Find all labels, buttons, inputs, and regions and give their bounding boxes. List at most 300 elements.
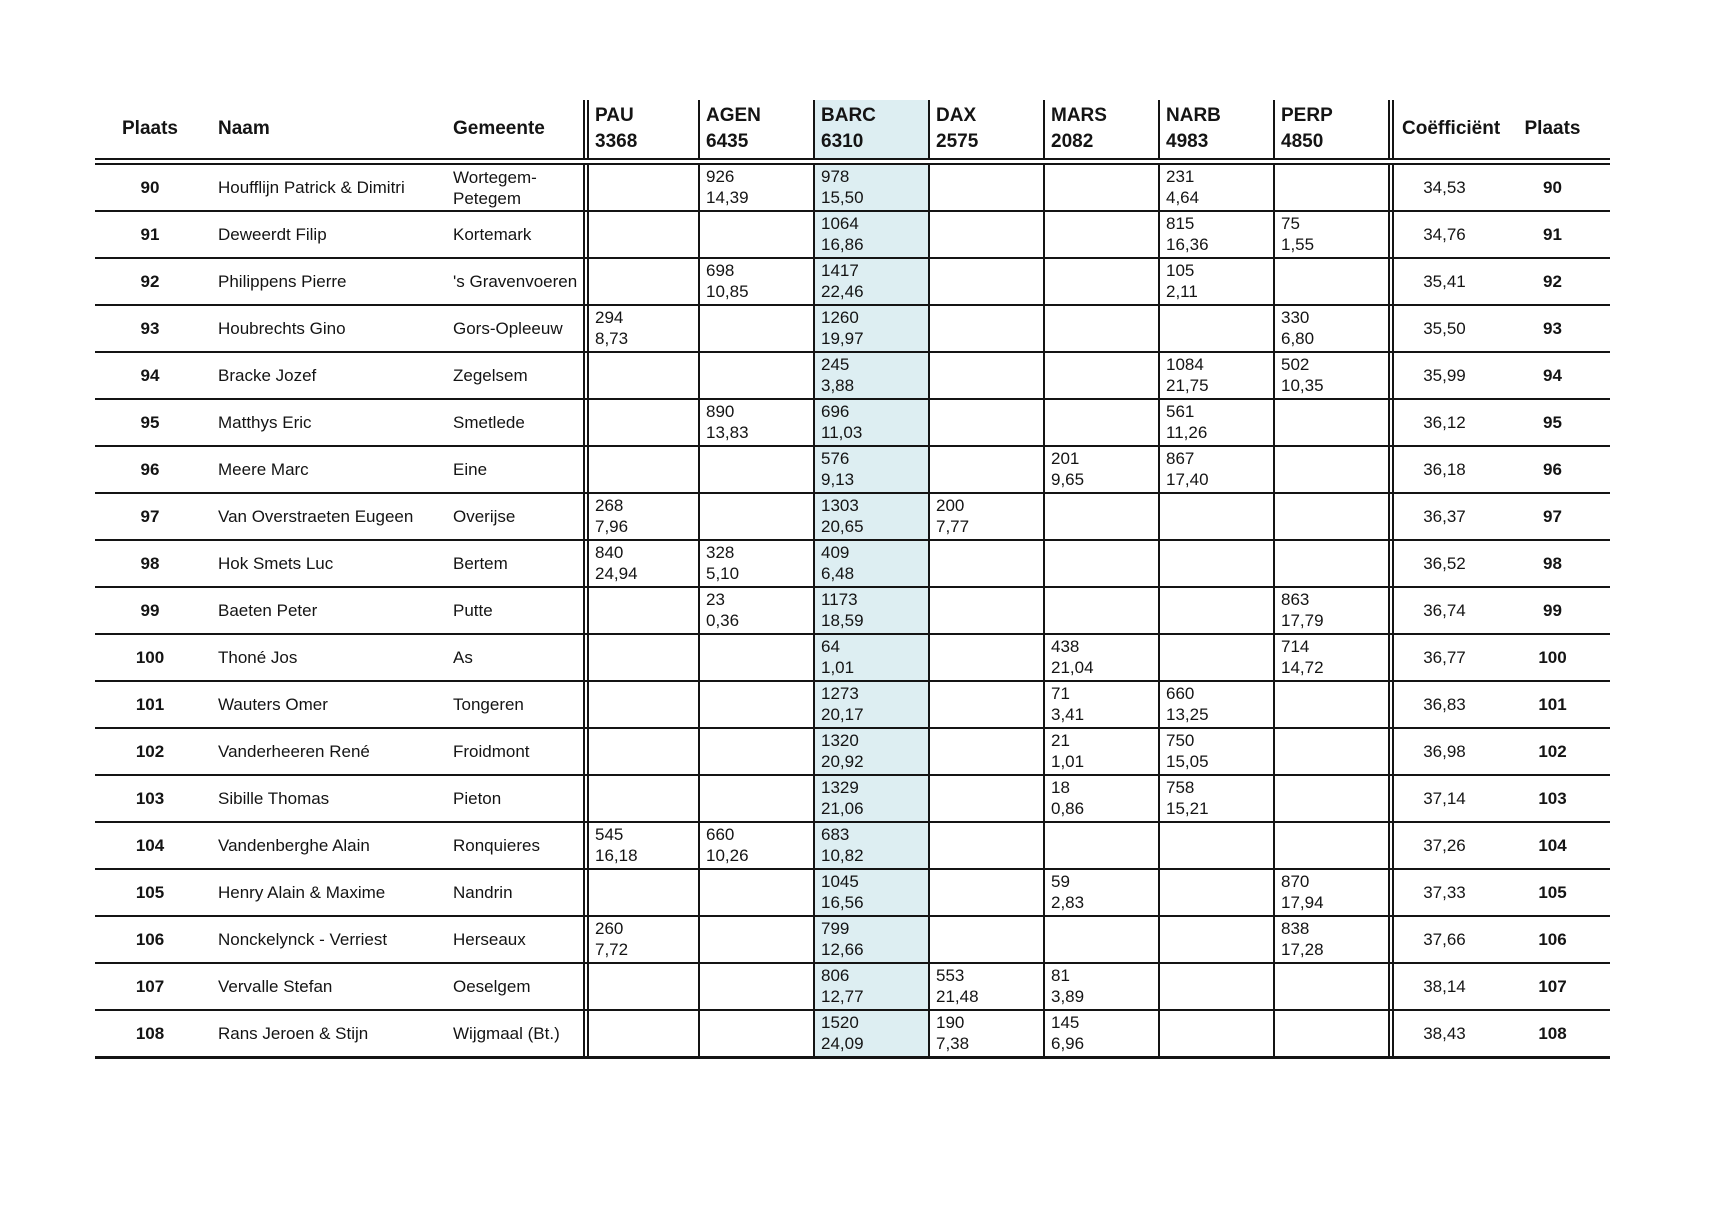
header-race-narb	[1158, 100, 1273, 158]
race-cell-dax	[928, 635, 1043, 680]
row-plaats-right: 91	[1543, 224, 1562, 244]
race-cell-narb	[1158, 306, 1273, 351]
race-pigeons: 1064	[821, 214, 859, 233]
race-count: 4850	[1281, 131, 1324, 152]
row-gemeente: Pieton	[453, 789, 502, 808]
row-gemeente: 's Gravenvoeren	[453, 272, 578, 291]
row-naam: Thoné Jos	[218, 648, 298, 667]
race-cell-pau	[583, 588, 698, 633]
race-coefficient: 20,17	[821, 705, 864, 724]
race-name: MARS	[1051, 105, 1107, 126]
race-cell-agen	[698, 494, 813, 539]
race-pigeons: 683	[821, 825, 850, 844]
row-coefficient: 37,33	[1388, 870, 1495, 915]
race-cell-barc	[813, 494, 928, 539]
row-plaats: 101	[135, 694, 165, 714]
race-cell-perp	[1273, 1011, 1388, 1056]
row-plaats-right: 102	[1538, 741, 1567, 761]
race-cell-perp	[1273, 541, 1388, 586]
race-cell-mars	[1043, 917, 1158, 962]
race-pigeons: 23	[706, 590, 725, 609]
race-cell-mars	[1043, 447, 1158, 492]
race-cell-barc	[813, 917, 928, 962]
race-cell-barc	[813, 259, 928, 304]
race-coefficient: 7,96	[595, 517, 629, 536]
race-pigeons: 890	[706, 402, 735, 421]
row-gemeente: Zegelsem	[453, 366, 528, 385]
table-row	[95, 635, 1610, 682]
row-naam: Baeten Peter	[218, 601, 318, 620]
race-cell-barc	[813, 353, 928, 398]
table-row	[95, 682, 1610, 729]
table-row	[95, 776, 1610, 823]
race-coefficient: 0,36	[706, 611, 740, 630]
race-coefficient: 6,80	[1281, 329, 1315, 348]
table-row	[95, 823, 1610, 870]
race-cell-agen	[698, 541, 813, 586]
row-coefficient: 36,37	[1388, 494, 1495, 539]
race-pigeons: 59	[1051, 872, 1070, 891]
race-pigeons: 926	[706, 167, 735, 186]
race-cell-pau	[583, 306, 698, 351]
race-cell-dax	[928, 823, 1043, 868]
race-pigeons: 867	[1166, 449, 1195, 468]
race-cell-agen	[698, 870, 813, 915]
race-cell-agen	[698, 729, 813, 774]
race-coefficient: 21,04	[1051, 658, 1094, 677]
race-coefficient: 11,26	[1166, 423, 1208, 442]
race-coefficient: 6,96	[1051, 1034, 1085, 1053]
race-pigeons: 260	[595, 919, 624, 938]
race-pigeons: 409	[821, 543, 850, 562]
race-cell-barc	[813, 1011, 928, 1056]
race-cell-barc	[813, 306, 928, 351]
race-cell-mars	[1043, 353, 1158, 398]
race-cell-narb	[1158, 353, 1273, 398]
race-cell-barc	[813, 823, 928, 868]
row-coefficient: 38,14	[1388, 964, 1495, 1009]
race-name: AGEN	[706, 105, 761, 126]
race-coefficient: 16,18	[595, 846, 638, 865]
race-cell-mars	[1043, 1011, 1158, 1056]
race-cell-mars	[1043, 400, 1158, 445]
row-plaats: 108	[135, 1023, 165, 1043]
race-coefficient: 7,72	[595, 940, 629, 959]
race-cell-perp	[1273, 917, 1388, 962]
race-cell-perp	[1273, 729, 1388, 774]
row-plaats: 93	[140, 318, 160, 338]
race-coefficient: 13,25	[1166, 705, 1209, 724]
race-pigeons: 438	[1051, 637, 1080, 656]
table-row	[95, 259, 1610, 306]
race-cell-agen	[698, 259, 813, 304]
race-cell-pau	[583, 259, 698, 304]
race-coefficient: 15,05	[1166, 752, 1209, 771]
race-cell-pau	[583, 447, 698, 492]
row-coefficient: 35,50	[1388, 306, 1495, 351]
header-race-mars	[1043, 100, 1158, 158]
race-pigeons: 105	[1166, 261, 1195, 280]
race-cell-pau	[583, 353, 698, 398]
race-name: DAX	[936, 105, 977, 126]
header-plaats-right: Plaats	[1524, 118, 1581, 139]
race-pigeons: 545	[595, 825, 624, 844]
row-plaats: 95	[140, 412, 160, 432]
race-cell-perp	[1273, 776, 1388, 821]
race-cell-perp	[1273, 870, 1388, 915]
race-cell-perp	[1273, 964, 1388, 1009]
row-gemeente: Ronquieres	[453, 836, 540, 855]
row-coefficient: 36,52	[1388, 541, 1495, 586]
race-coefficient: 16,56	[821, 893, 864, 912]
row-plaats: 90	[140, 177, 160, 197]
race-coefficient: 10,26	[706, 846, 749, 865]
race-pigeons: 660	[706, 825, 735, 844]
race-pigeons: 231	[1166, 167, 1195, 186]
race-cell-pau	[583, 870, 698, 915]
row-coefficient: 37,66	[1388, 917, 1495, 962]
race-cell-narb	[1158, 870, 1273, 915]
race-cell-dax	[928, 259, 1043, 304]
race-cell-narb	[1158, 635, 1273, 680]
race-cell-pau	[583, 776, 698, 821]
race-pigeons: 201	[1051, 449, 1080, 468]
race-cell-narb	[1158, 1011, 1273, 1056]
race-pigeons: 863	[1281, 590, 1310, 609]
race-coefficient: 22,46	[821, 282, 864, 301]
race-cell-narb	[1158, 729, 1273, 774]
row-plaats: 97	[140, 506, 160, 526]
row-gemeente: Herseaux	[453, 930, 526, 949]
race-cell-mars	[1043, 306, 1158, 351]
row-gemeente: Tongeren	[453, 695, 524, 714]
race-cell-narb	[1158, 259, 1273, 304]
race-pigeons: 328	[706, 543, 735, 562]
row-plaats-right: 100	[1538, 647, 1567, 667]
row-plaats-right: 99	[1543, 600, 1562, 620]
race-cell-barc	[813, 541, 928, 586]
race-cell-agen	[698, 400, 813, 445]
race-cell-dax	[928, 447, 1043, 492]
race-coefficient: 18,59	[821, 611, 864, 630]
race-cell-perp	[1273, 212, 1388, 257]
race-pigeons: 815	[1166, 214, 1195, 233]
table-body	[95, 165, 1610, 1059]
row-naam: Nonckelynck - Verriest	[218, 930, 388, 949]
race-cell-narb	[1158, 541, 1273, 586]
row-coefficient: 36,12	[1388, 400, 1495, 445]
row-gemeente: Overijse	[453, 507, 516, 526]
race-cell-narb	[1158, 776, 1273, 821]
race-coefficient: 15,21	[1166, 799, 1209, 818]
race-coefficient: 1,55	[1281, 235, 1315, 254]
race-pigeons: 714	[1281, 637, 1310, 656]
race-pigeons: 1260	[821, 308, 859, 327]
race-count: 6310	[821, 131, 864, 152]
row-plaats: 106	[135, 929, 165, 949]
row-naam: Henry Alain & Maxime	[218, 883, 386, 902]
race-cell-narb	[1158, 212, 1273, 257]
race-cell-agen	[698, 823, 813, 868]
race-coefficient: 9,13	[821, 470, 855, 489]
row-coefficient: 34,53	[1388, 165, 1495, 210]
race-cell-mars	[1043, 635, 1158, 680]
race-cell-barc	[813, 635, 928, 680]
race-cell-mars	[1043, 212, 1158, 257]
row-plaats: 103	[135, 788, 165, 808]
race-coefficient: 24,94	[595, 564, 638, 583]
race-cell-perp	[1273, 400, 1388, 445]
row-coefficient: 36,18	[1388, 447, 1495, 492]
table-row	[95, 353, 1610, 400]
race-cell-barc	[813, 447, 928, 492]
race-cell-narb	[1158, 447, 1273, 492]
race-coefficient: 24,09	[821, 1034, 864, 1053]
race-cell-agen	[698, 682, 813, 727]
race-cell-pau	[583, 165, 698, 210]
race-cell-perp	[1273, 165, 1388, 210]
race-cell-barc	[813, 400, 928, 445]
header-race-pau	[583, 100, 698, 158]
row-plaats: 91	[140, 224, 160, 244]
table-row	[95, 400, 1610, 447]
table-row	[95, 306, 1610, 353]
race-coefficient: 10,82	[821, 846, 864, 865]
row-plaats-right: 90	[1543, 177, 1562, 197]
race-cell-dax	[928, 917, 1043, 962]
race-cell-dax	[928, 306, 1043, 351]
row-coefficient: 36,77	[1388, 635, 1495, 680]
race-pigeons: 71	[1051, 684, 1070, 703]
race-pigeons: 18	[1051, 778, 1070, 797]
header-race-perp	[1273, 100, 1388, 158]
race-pigeons: 750	[1166, 731, 1195, 750]
row-plaats: 100	[135, 647, 165, 667]
race-count: 2575	[936, 131, 979, 152]
race-cell-perp	[1273, 259, 1388, 304]
row-gemeente: Wortegem-Petegem	[453, 167, 537, 208]
row-plaats-right: 106	[1538, 929, 1567, 949]
race-cell-perp	[1273, 682, 1388, 727]
header-gemeente: Gemeente	[453, 118, 545, 139]
header-coefficient: Coëfficiënt	[1388, 100, 1495, 158]
row-plaats: 105	[135, 882, 165, 902]
race-cell-barc	[813, 870, 928, 915]
race-cell-dax	[928, 494, 1043, 539]
table-row	[95, 165, 1610, 212]
row-plaats: 98	[140, 553, 160, 573]
race-coefficient: 21,75	[1166, 376, 1209, 395]
race-cell-mars	[1043, 729, 1158, 774]
race-coefficient: 19,97	[821, 329, 864, 348]
race-cell-dax	[928, 588, 1043, 633]
table-row	[95, 447, 1610, 494]
race-coefficient: 3,88	[821, 376, 855, 395]
race-coefficient: 7,77	[936, 517, 970, 536]
race-cell-dax	[928, 870, 1043, 915]
race-cell-agen	[698, 1011, 813, 1056]
results-table	[95, 100, 1610, 1059]
race-pigeons: 81	[1051, 966, 1070, 985]
header-naam: Naam	[218, 118, 270, 139]
race-coefficient: 11,03	[821, 423, 863, 442]
race-coefficient: 15,50	[821, 188, 864, 207]
race-cell-agen	[698, 447, 813, 492]
race-cell-mars	[1043, 870, 1158, 915]
row-coefficient: 35,41	[1388, 259, 1495, 304]
row-plaats-right: 103	[1538, 788, 1567, 808]
race-pigeons: 838	[1281, 919, 1310, 938]
row-coefficient: 37,14	[1388, 776, 1495, 821]
race-cell-pau	[583, 635, 698, 680]
race-cell-pau	[583, 541, 698, 586]
race-cell-narb	[1158, 588, 1273, 633]
race-coefficient: 12,66	[821, 940, 864, 959]
race-cell-perp	[1273, 447, 1388, 492]
race-cell-mars	[1043, 682, 1158, 727]
row-plaats: 104	[135, 835, 165, 855]
row-naam: Philippens Pierre	[218, 272, 347, 291]
race-cell-mars	[1043, 964, 1158, 1009]
table-row	[95, 588, 1610, 635]
race-coefficient: 16,36	[1166, 235, 1209, 254]
race-pigeons: 553	[936, 966, 965, 985]
race-cell-agen	[698, 776, 813, 821]
race-coefficient: 17,79	[1281, 611, 1324, 630]
row-naam: Rans Jeroen & Stijn	[218, 1024, 369, 1043]
race-cell-dax	[928, 776, 1043, 821]
race-cell-agen	[698, 635, 813, 680]
race-cell-agen	[698, 917, 813, 962]
race-pigeons: 806	[821, 966, 850, 985]
race-coefficient: 21,06	[821, 799, 864, 818]
row-gemeente: Wijgmaal (Bt.)	[453, 1024, 560, 1043]
row-naam: Vanderheeren René	[218, 742, 370, 761]
row-naam: Van Overstraeten Eugeen	[218, 507, 414, 526]
race-pigeons: 268	[595, 496, 624, 515]
race-cell-narb	[1158, 494, 1273, 539]
race-cell-pau	[583, 212, 698, 257]
row-gemeente: Smetlede	[453, 413, 525, 432]
race-cell-dax	[928, 212, 1043, 257]
table-row	[95, 494, 1610, 541]
row-gemeente: Kortemark	[453, 225, 532, 244]
race-cell-barc	[813, 212, 928, 257]
race-coefficient: 20,92	[821, 752, 864, 771]
race-cell-dax	[928, 964, 1043, 1009]
race-cell-mars	[1043, 165, 1158, 210]
race-coefficient: 20,65	[821, 517, 864, 536]
race-cell-agen	[698, 588, 813, 633]
race-coefficient: 10,85	[706, 282, 749, 301]
race-pigeons: 294	[595, 308, 624, 327]
race-coefficient: 4,64	[1166, 188, 1200, 207]
race-pigeons: 840	[595, 543, 624, 562]
race-coefficient: 0,86	[1051, 799, 1085, 818]
race-cell-barc	[813, 729, 928, 774]
race-coefficient: 3,41	[1051, 705, 1085, 724]
race-pigeons: 1417	[821, 261, 859, 280]
race-pigeons: 576	[821, 449, 850, 468]
row-plaats-right: 104	[1538, 835, 1567, 855]
race-cell-perp	[1273, 306, 1388, 351]
race-cell-barc	[813, 588, 928, 633]
row-gemeente: Putte	[453, 601, 493, 620]
race-cell-pau	[583, 729, 698, 774]
race-coefficient: 5,10	[706, 564, 740, 583]
race-cell-mars	[1043, 494, 1158, 539]
race-cell-mars	[1043, 541, 1158, 586]
table-row	[95, 964, 1610, 1011]
row-gemeente: Bertem	[453, 554, 508, 573]
race-pigeons: 21	[1051, 731, 1070, 750]
race-cell-agen	[698, 353, 813, 398]
race-name: PERP	[1281, 105, 1333, 126]
race-pigeons: 660	[1166, 684, 1195, 703]
row-coefficient: 37,26	[1388, 823, 1495, 868]
race-coefficient: 6,48	[821, 564, 855, 583]
row-gemeente: Nandrin	[453, 883, 513, 902]
row-naam: Matthys Eric	[218, 413, 312, 432]
row-plaats-right: 93	[1543, 318, 1562, 338]
race-cell-narb	[1158, 964, 1273, 1009]
row-plaats-right: 105	[1538, 882, 1567, 902]
race-pigeons: 799	[821, 919, 850, 938]
race-cell-narb	[1158, 400, 1273, 445]
race-pigeons: 561	[1166, 402, 1195, 421]
race-cell-perp	[1273, 588, 1388, 633]
race-cell-dax	[928, 729, 1043, 774]
race-pigeons: 1320	[821, 731, 859, 750]
row-gemeente: Oeselgem	[453, 977, 531, 996]
race-cell-mars	[1043, 259, 1158, 304]
row-naam: Wauters Omer	[218, 695, 328, 714]
row-plaats-right: 107	[1538, 976, 1567, 996]
row-plaats-right: 98	[1543, 553, 1562, 573]
row-coefficient: 34,76	[1388, 212, 1495, 257]
row-gemeente: As	[453, 648, 473, 667]
race-cell-barc	[813, 165, 928, 210]
row-plaats-right: 97	[1543, 506, 1562, 526]
race-name: BARC	[821, 105, 876, 126]
race-cell-narb	[1158, 917, 1273, 962]
row-gemeente: Froidmont	[453, 742, 530, 761]
header-race-barc	[813, 100, 928, 158]
race-name: NARB	[1166, 105, 1221, 126]
race-pigeons: 1045	[821, 872, 859, 891]
race-coefficient: 1,01	[821, 658, 855, 677]
race-cell-pau	[583, 964, 698, 1009]
race-count: 6435	[706, 131, 749, 152]
race-pigeons: 64	[821, 637, 840, 656]
table-row	[95, 541, 1610, 588]
race-coefficient: 21,48	[936, 987, 979, 1006]
race-coefficient: 1,01	[1051, 752, 1085, 771]
race-cell-mars	[1043, 823, 1158, 868]
race-cell-agen	[698, 212, 813, 257]
table-row	[95, 1011, 1610, 1059]
race-pigeons: 190	[936, 1013, 965, 1032]
race-cell-perp	[1273, 635, 1388, 680]
race-pigeons: 696	[821, 402, 850, 421]
row-plaats-right: 95	[1543, 412, 1562, 432]
race-count: 4983	[1166, 131, 1209, 152]
race-coefficient: 3,89	[1051, 987, 1085, 1006]
race-cell-barc	[813, 964, 928, 1009]
race-cell-dax	[928, 353, 1043, 398]
race-pigeons: 502	[1281, 355, 1310, 374]
row-naam: Houfflijn Patrick & Dimitri	[218, 178, 405, 197]
